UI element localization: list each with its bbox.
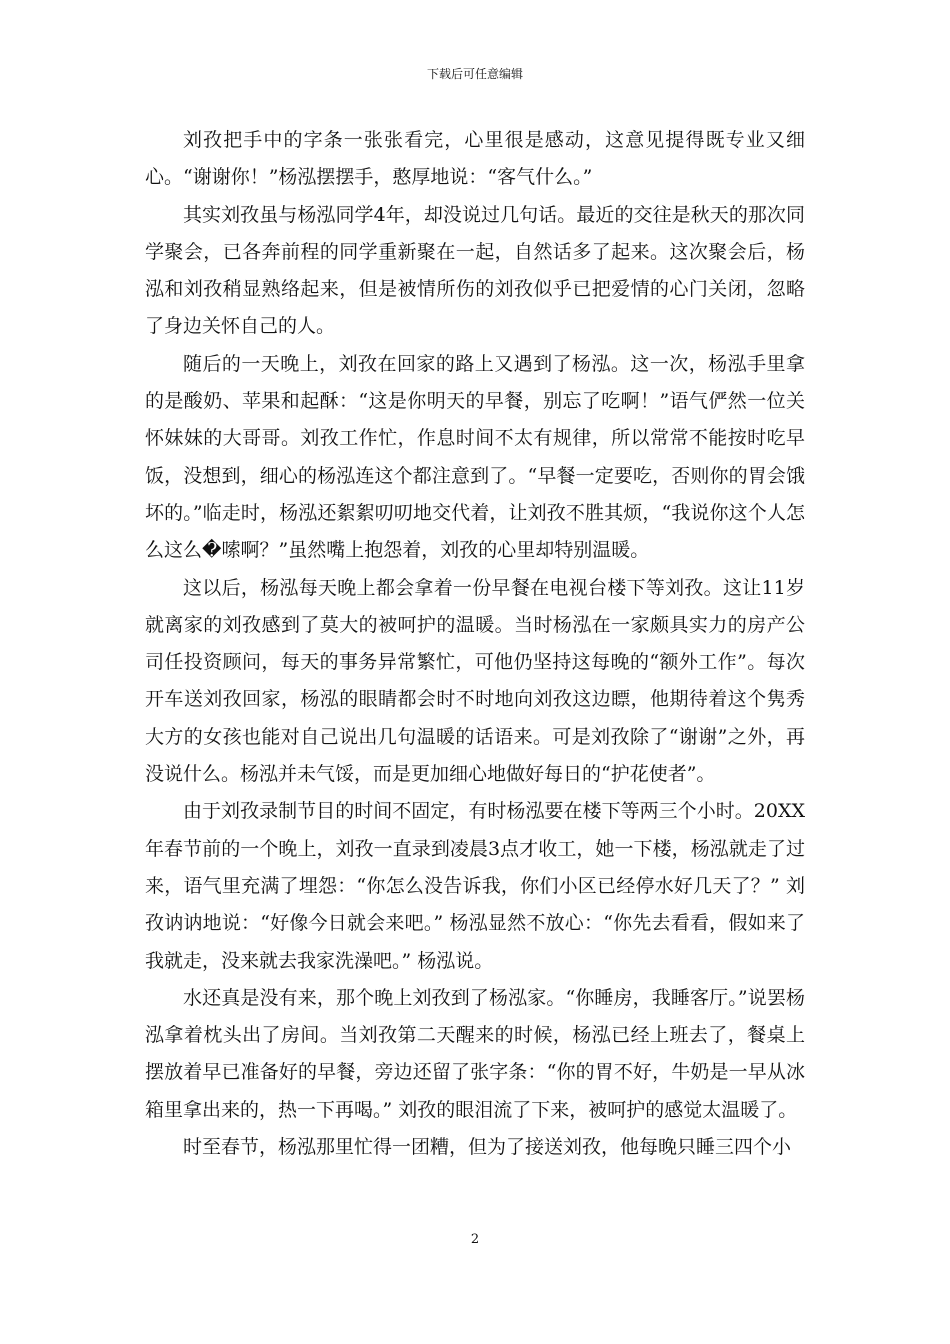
paragraph: 由于刘孜录制节目的时间不固定，有时杨泓要在楼下等两三个小时。20XX年春节前的一个晚上，刘孜一直录到凌晨3点才收工，她一下楼，杨泓就走了过来，语气里充满了埋怨：“你怎么没告诉我，你们小区已经停水好几天了？” 刘孜讷讷地说：“好像今日就会来吧。” 杨泓显然不放心：“你先去看看，假如来了我就走，没来就去我家洗澡吧。” 杨泓说。 [145, 800, 805, 972]
page-header: 下载后可任意编辑 [426, 67, 523, 81]
paragraph: 这以后，杨泓每天晚上都会拿着一份早餐在电视台楼下等刘孜。这让11岁就离家的刘孜感到了莫大的被呵护的温暖。当时杨泓在一家颇具实力的房产公司任投资顾问，每天的事务异常繁忙，可他仍坚持这每晚的“额外工作”。每次开车送刘孜回家，杨泓的眼睛都会时不时地向刘孜这边瞟，他期待着这个隽秀大方的女孩也能对自己说出几句温暖的话语来。可是刘孜除了“谢谢”之外，再没说什么。杨泓并未气馁，而是更加细心地做好每日的“护花使者”。 [145, 576, 805, 786]
article-body [145, 122, 805, 1166]
paragraph: 时至春节，杨泓那里忙得一团糟，但为了接送刘孜，他每晚只睡三四个小 [183, 1136, 792, 1159]
paragraph: 水还真是没有来，那个晚上刘孜到了杨泓家。“你睡房，我睡客厅。”说罢杨泓拿着枕头出了房间。当刘孜第二天醒来的时候，杨泓已经上班去了，餐桌上摆放着早已准备好的早餐，旁边还留了张字条：“你的胃不好，牛奶是一早从冰箱里拿出来的，热一下再喝。” 刘孜的眼泪流了下来，被呵护的感觉太温暖了。 [145, 986, 805, 1121]
page-number: 2 [470, 1232, 480, 1247]
paragraph: 其实刘孜虽与杨泓同学4年，却没说过几句话。最近的交往是秋天的那次同学聚会，已各奔前程的同学重新聚在一起，自然话多了起来。这次聚会后，杨泓和刘孜稍显熟络起来，但是被情所伤的刘孜似乎已把爱情的心门关闭，忽略了身边关怀自己的人。 [145, 203, 805, 338]
paragraph: 随后的一天晚上，刘孜在回家的路上又遇到了杨泓。这一次，杨泓手里拿的是酸奶、苹果和起酥：“这是你明天的早餐，别忘了吃啊！”语气俨然一位关怀妹妹的大哥哥。刘孜工作忙，作息时间不太有规律，所以常常不能按时吃早饭，没想到，细心的杨泓连这个都注意到了。“早餐一定要吃，否则你的胃会饿坏的。”临走时，杨泓还絮絮叨叨地交代着，让刘孜不胜其烦，“我说你这个人怎么这么�嗦啊？”虽然嘴上抱怨着，刘孜的心里却特别温暖。 [145, 352, 805, 562]
paragraph: 刘孜把手中的字条一张张看完，心里很是感动，这意见提得既专业又细心。“谢谢你！”杨泓摆摆手，憨厚地说：“客气什么。” [145, 129, 805, 189]
